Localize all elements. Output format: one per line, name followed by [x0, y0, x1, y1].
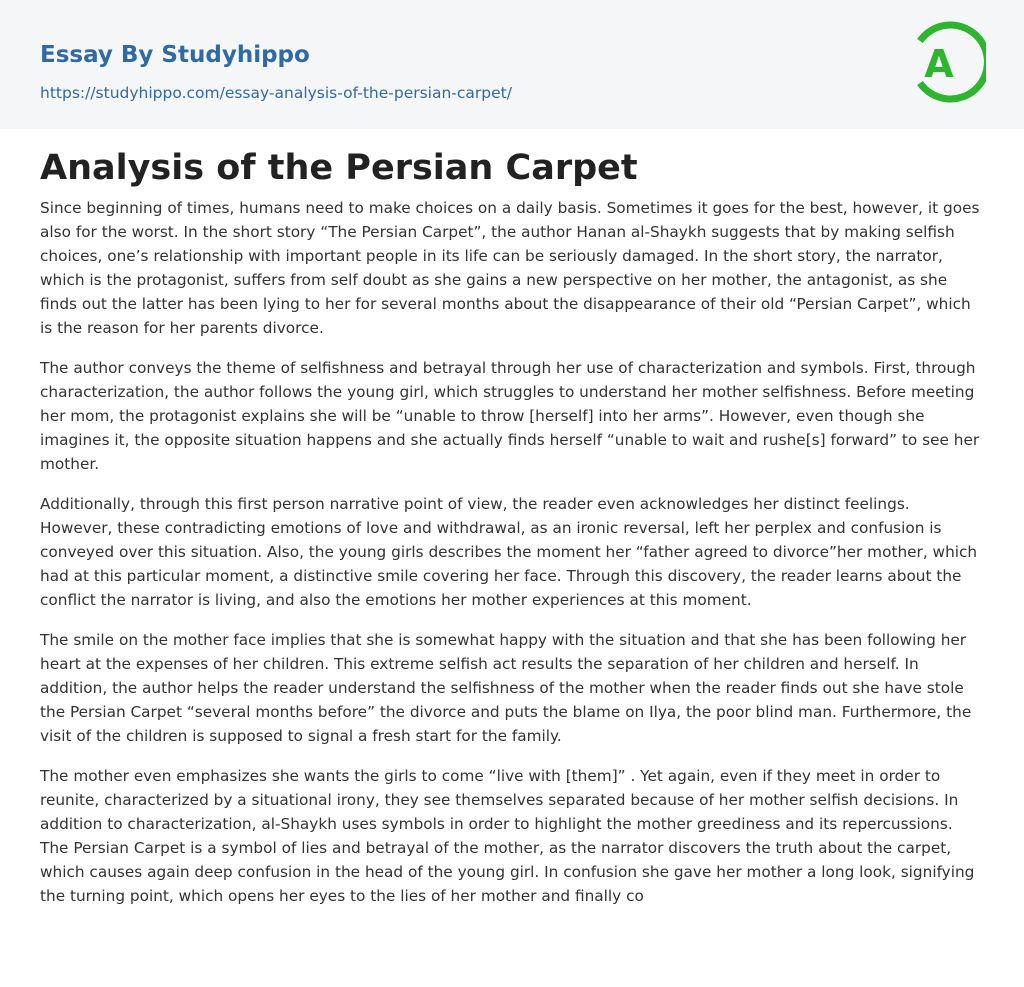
logo-letter: A	[924, 42, 954, 86]
essay-body	[40, 196, 984, 908]
studyhippo-logo[interactable]	[912, 19, 986, 105]
essay-url-link[interactable]: https://studyhippo.com/essay-analysis-of-the-persian-carpet/	[40, 84, 512, 102]
main-content	[0, 129, 1024, 908]
site-header	[0, 0, 1024, 129]
essay-paragraph: The smile on the mother face implies that she is somewhat happy with the situation and that she has been following her heart at the expenses of her children. This extreme selfish act results the separation of her children and herself. In addition, the author helps the reader understand the selfishness of the mother when the reader finds out she have stole the Persian Carpet “several months before” the divorce and puts the blame on Ilya, the poor blind man. Furthermore, the visit of the children is supposed to signal a fresh start for the family.	[40, 631, 972, 745]
essay-paragraph: Additionally, through this first person narrative point of view, the reader even acknowledges her distinct feelings. However, these contradicting emotions of love and withdrawal, as an ironic reversal, left her perplex and confusion is conveyed over this situation. Also, the young girls describes the moment her “father agreed to divorce”her mother, which had at this particular moment, a distinctive smile covering her face. Through this discovery, the reader learns about the conflict the narrator is living, and also the emotions her mother experiences at this moment.	[40, 495, 978, 609]
essay-paragraph: The mother even emphasizes she wants the girls to come “live with [them]” . Yet again, even if they meet in order to reunite, characterized by a situational irony, they see themselves separated because of her mother selfish decisions. In addition to characterization, al-Shaykh uses symbols in order to highlight the mother greediness and its repercussions. The Persian Carpet is a symbol of lies and betrayal of the mother, as the narrator discovers the truth about the carpet, which causes again deep confusion in the head of the young girl. In confusion she gave her mother a long look, signifying the turning point, which opens her eyes to the lies of her mother and finally co	[40, 767, 975, 905]
site-brand[interactable]: Essay By Studyhippo	[40, 42, 310, 68]
logo-a-icon	[912, 19, 986, 105]
essay-title: Analysis of the Persian Carpet	[40, 148, 638, 188]
essay-paragraph: Since beginning of times, humans need to make choices on a daily basis. Sometimes it goes for the best, however, it goes also for the worst. In the short story “The Persian Carpet”, the author Hanan al-Shaykh suggests that by making selfish choices, one’s relationship with important people in its life can be seriously damaged. In the short story, the narrator, which is the protagonist, suffers from self doubt as she gains a new perspective on her mother, the antagonist, as she finds out the latter has been lying to her for several months about the disappearance of their old “Persian Carpet”, which is the reason for her parents divorce.	[40, 199, 980, 337]
essay-paragraph: The author conveys the theme of selfishness and betrayal through her use of characterization and symbols. First, through characterization, the author follows the young girl, which struggles to understand her mother selfishness. Before meeting her mom, the protagonist explains she will be “unable to throw [herself] into her arms”. However, even though she imagines it, the opposite situation happens and she actually finds herself “unable to wait and rushe[s] forward” to see her mother.	[40, 359, 980, 473]
